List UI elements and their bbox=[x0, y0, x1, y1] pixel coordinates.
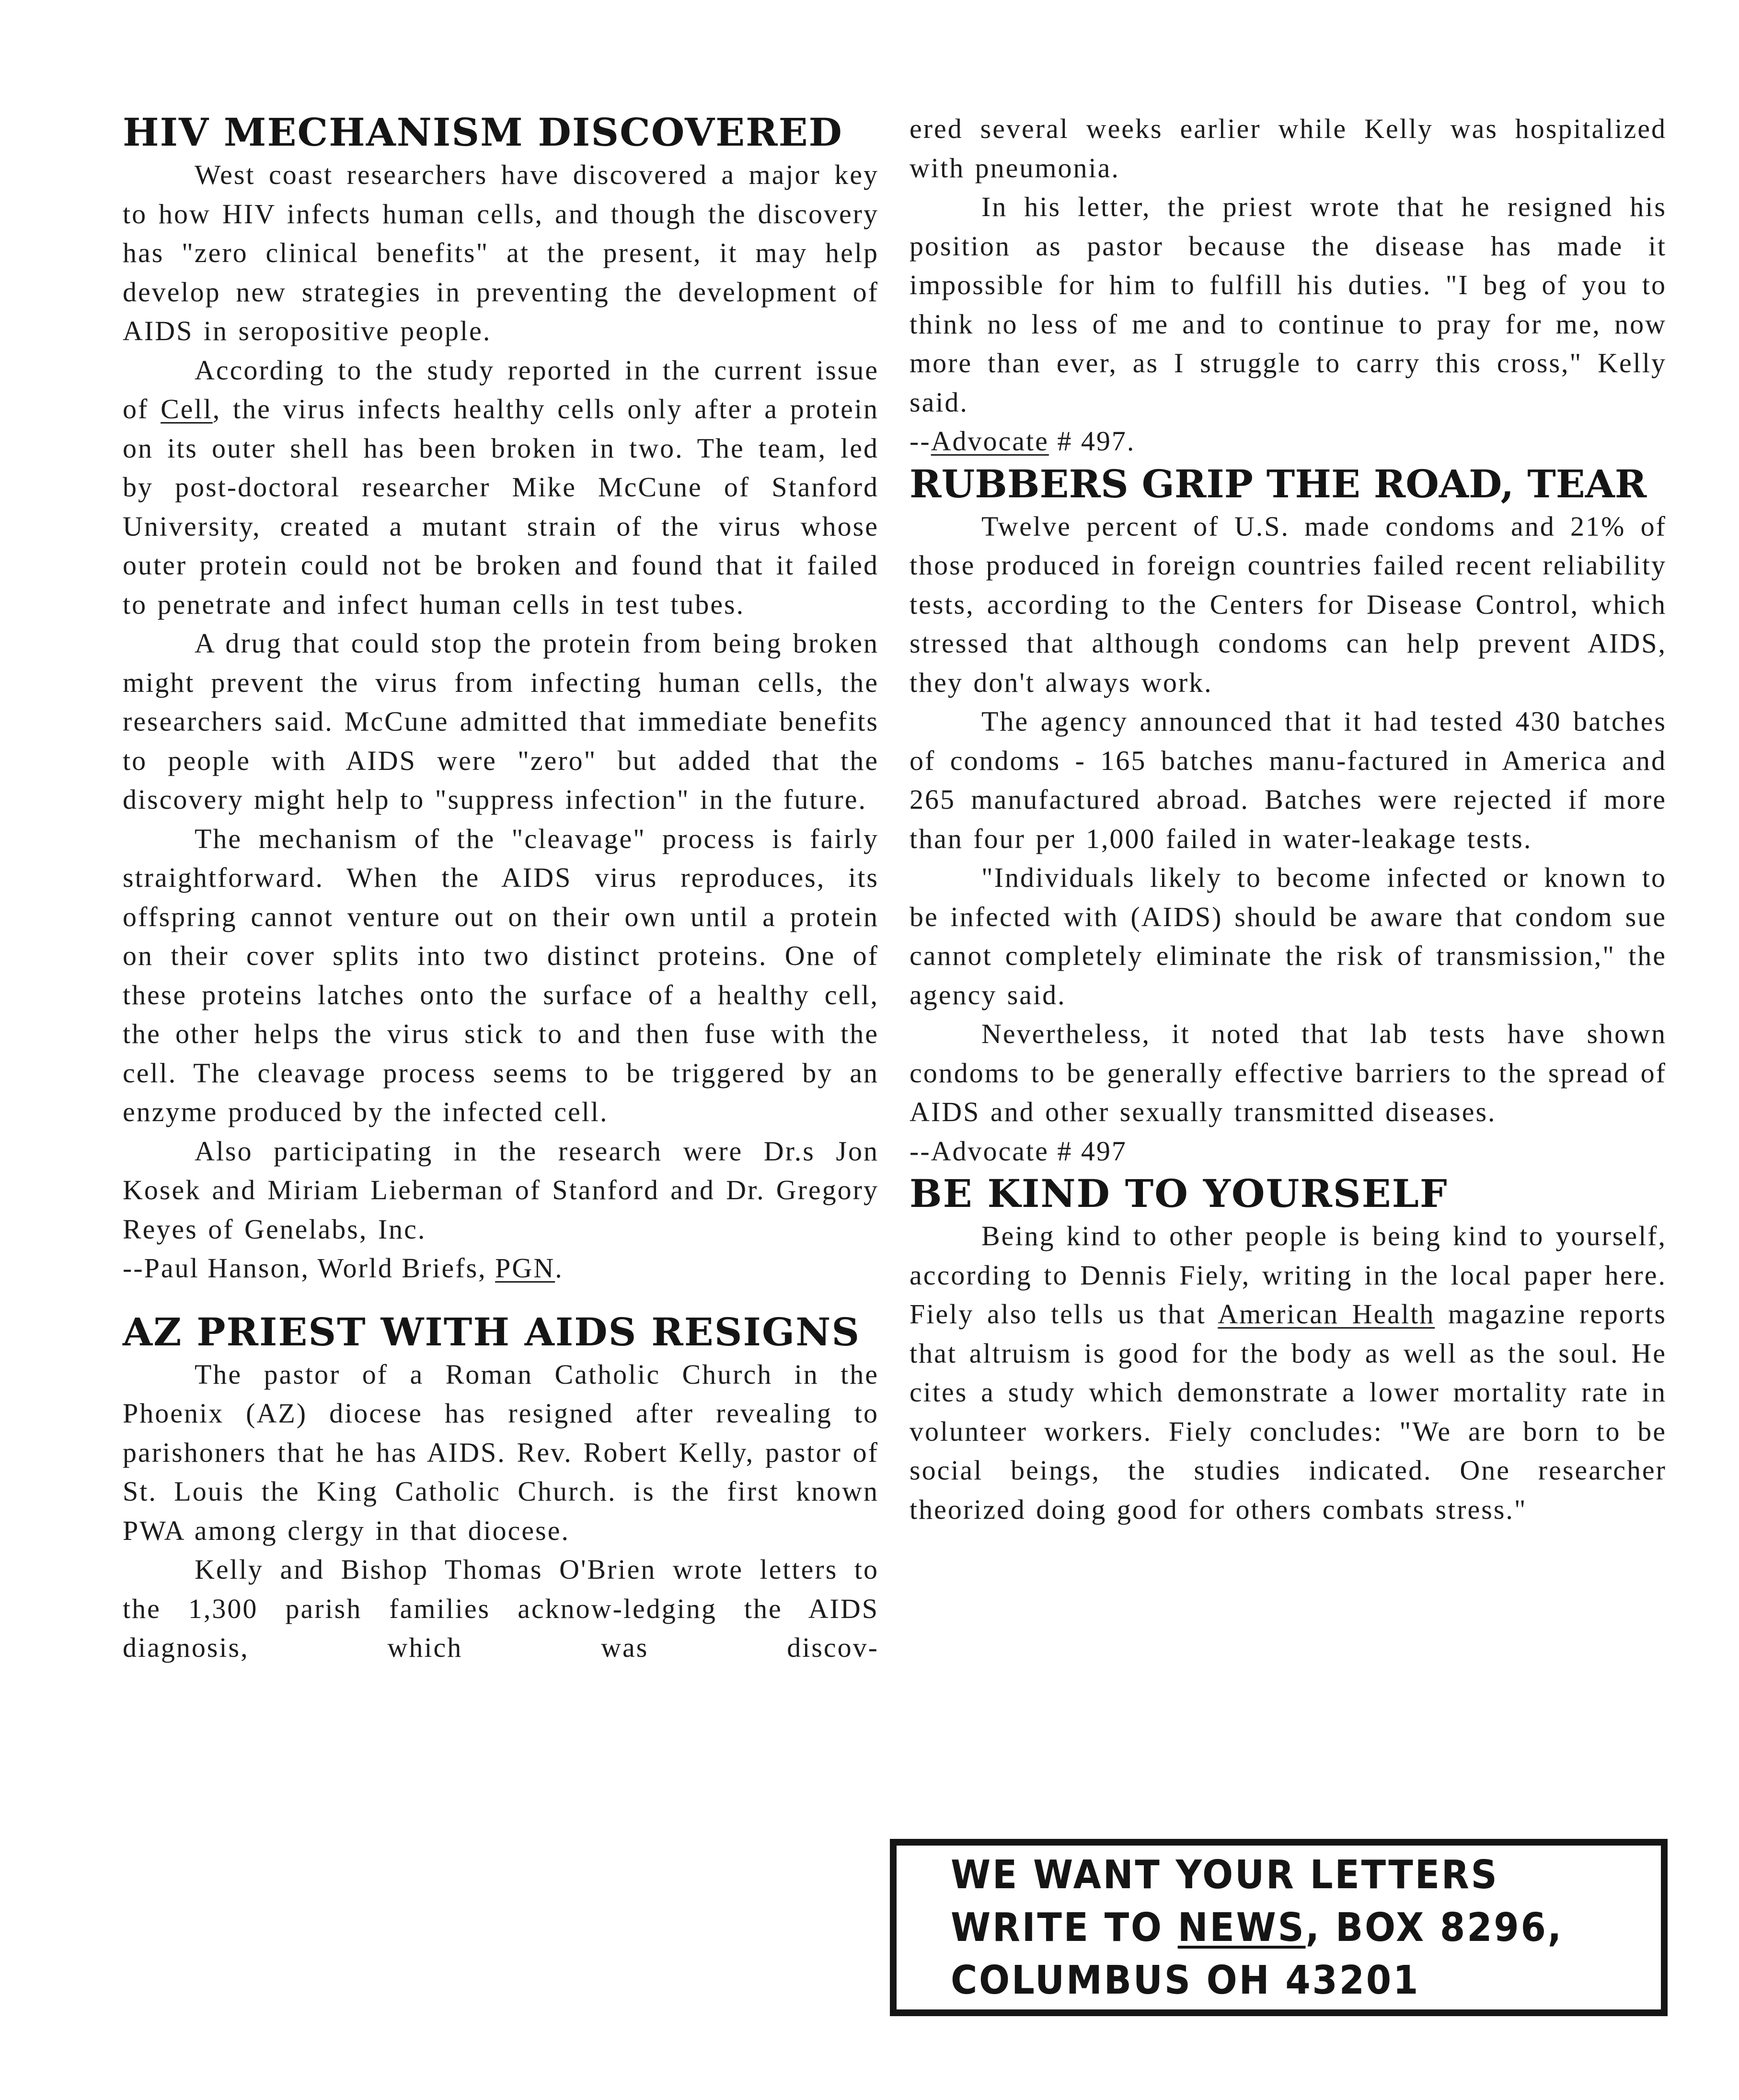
right-column bbox=[910, 109, 1667, 1529]
hiv-paragraph-1: West coast researchers have discovered a major key to how HIV infects human cells, and though the discovery has "zero clinical benefits" at the present, it may help develop new strategies in preventing the development of AIDS in seropositive people. bbox=[123, 159, 879, 346]
rubbers-paragraph-3: "Individuals likely to become infected or known to be infected with (AIDS) should be aware that condom sue cannot completely eliminate the risk of transmission," the agency said. bbox=[910, 862, 1667, 1010]
priest-paragraph-1: The pastor of a Roman Catholic Church in the Phoenix (AZ) diocese has resigned after revealing to parishoners that he has AIDS. Rev. Robert Kelly, pastor of St. Louis the King Catholic Church. is the first known PWA among clergy in that diocese. bbox=[123, 1358, 879, 1546]
hiv-paragraph-4: The mechanism of the "cleavage" process is fairly straightforward. When the AIDS virus reproduces, its offspring cannot venture out on their own until a protein on their cover splits into two distinct proteins. One of these proteins latches onto the surface of a healthy cell, the other helps the virus stick to and then fuse with the cell. The cleavage process seems to be triggered by an enzyme produced by the infected cell. bbox=[123, 823, 879, 1127]
headline-hiv-mechanism: HIV MECHANISM DISCOVERED bbox=[123, 110, 843, 155]
rubbers-paragraph-2: The agency announced that it had tested 430 batches of condoms - 165 batches manu-factured in America and 265 manufactured abroad. Batches were rejected if more than four per 1,000 failed in water-leakage tests. bbox=[910, 706, 1667, 854]
hiv-paragraph-2 bbox=[123, 351, 879, 624]
letters-callout-box bbox=[890, 1839, 1668, 2016]
letters-line-3: COLUMBUS OH 43201 bbox=[951, 1958, 1420, 2003]
hiv-paragraph-5: Also participating in the research were Dr.s Jon Kosek and Miriam Lieberman of Stanford and Dr. Gregory Reyes of Genelabs, Inc. bbox=[123, 1135, 879, 1245]
hiv-credit bbox=[123, 1249, 879, 1288]
hiv-p2-text-before: According to the study reported in the current issue of bbox=[123, 354, 879, 425]
article-hiv-mechanism bbox=[123, 109, 879, 1288]
letters-box-number: , BOX 8296, bbox=[1305, 1905, 1563, 1951]
priest-credit-suffix: # 497. bbox=[1048, 425, 1136, 457]
priest-credit bbox=[910, 422, 1667, 461]
rubbers-paragraph-4: Nevertheless, it noted that lab tests have shown condoms to be generally effective barriers to the spread of AIDS and other sexually transmitted diseases. bbox=[910, 1018, 1667, 1127]
hiv-credit-prefix: --Paul Hanson, World Briefs, bbox=[123, 1252, 495, 1284]
kind-text-before: Being kind to other people is being kind to yourself, according to Dennis Fiely, writing in the local paper here. Fiely also tells us that bbox=[910, 1220, 1667, 1330]
article-az-priest bbox=[123, 1309, 879, 1667]
letters-line-2 bbox=[951, 1905, 1563, 1951]
article-az-priest-continued bbox=[910, 109, 1667, 461]
article-rubbers bbox=[910, 461, 1667, 1171]
hiv-paragraph-3: A drug that could stop the protein from being broken might prevent the virus from infecting human cells, the researchers said. McCune admitted that immediate benefits to people with AIDS were "zero" but added that the discovery might help to "suppress infection" in the future. bbox=[123, 628, 879, 815]
journal-cell: Cell bbox=[161, 393, 213, 425]
headline-az-priest: AZ PRIEST WITH AIDS RESIGNS bbox=[123, 1309, 861, 1354]
letters-line-1: WE WANT YOUR LETTERS bbox=[951, 1852, 1499, 1898]
rubbers-paragraph-1: Twelve percent of U.S. made condoms and 21% of those produced in foreign countries failed recent reliability tests, according to the Centers for Disease Control, which stressed that although condoms can help prevent AIDS, they don't always work. bbox=[910, 510, 1667, 698]
priest-credit-source: Advocate bbox=[931, 425, 1049, 457]
priest-paragraph-2: Kelly and Bishop Thomas O'Brien wrote letters to the 1,300 parish families acknow-ledging the AIDS diagnosis, which was discov- bbox=[123, 1554, 879, 1663]
headline-be-kind: BE KIND TO YOURSELF bbox=[910, 1171, 1448, 1216]
kind-paragraph-1 bbox=[910, 1216, 1667, 1529]
hiv-p2-text-after: , the virus infects healthy cells only after a protein on its outer shell has been broken in two. The team, led by post-doctoral researcher Mike McCune of Stanford University, created a mutant strain of the virus whose outer protein could not be broken and found that it failed to penetrate and infect human cells in test tubes. bbox=[123, 393, 879, 620]
kind-text-after: magazine reports that altruism is good for the body as well as the soul. He cites a study which demonstrate a lower mortality rate in volunteer workers. Fiely concludes: "We are born to be social beings, the studies indicated. One researcher theorized doing good for others combats stress." bbox=[910, 1298, 1667, 1525]
hiv-credit-suffix: . bbox=[555, 1252, 564, 1284]
priest-paragraph-3: In his letter, the priest wrote that he resigned his position as pastor because the disease has made it impossible for him to fulfill his duties. "I beg of you to think no less of me and to continue to pray for me, now more than ever, as I struggle to carry this cross," Kelly said. bbox=[910, 191, 1667, 418]
rubbers-credit: --Advocate # 497 bbox=[910, 1135, 1127, 1167]
hiv-credit-source: PGN bbox=[495, 1252, 555, 1284]
headline-rubbers: RUBBERS GRIP THE ROAD, TEAR bbox=[910, 461, 1647, 506]
letters-news-title: NEWS bbox=[1177, 1905, 1306, 1951]
left-column bbox=[123, 109, 879, 1667]
priest-credit-prefix: -- bbox=[910, 425, 931, 457]
article-be-kind bbox=[910, 1170, 1667, 1529]
priest-paragraph-2-continued: ered several weeks earlier while Kelly was hospitalized with pneumonia. bbox=[910, 113, 1667, 184]
letters-write-to: WRITE TO bbox=[951, 1905, 1178, 1951]
magazine-american-health: American Health bbox=[1218, 1298, 1435, 1330]
